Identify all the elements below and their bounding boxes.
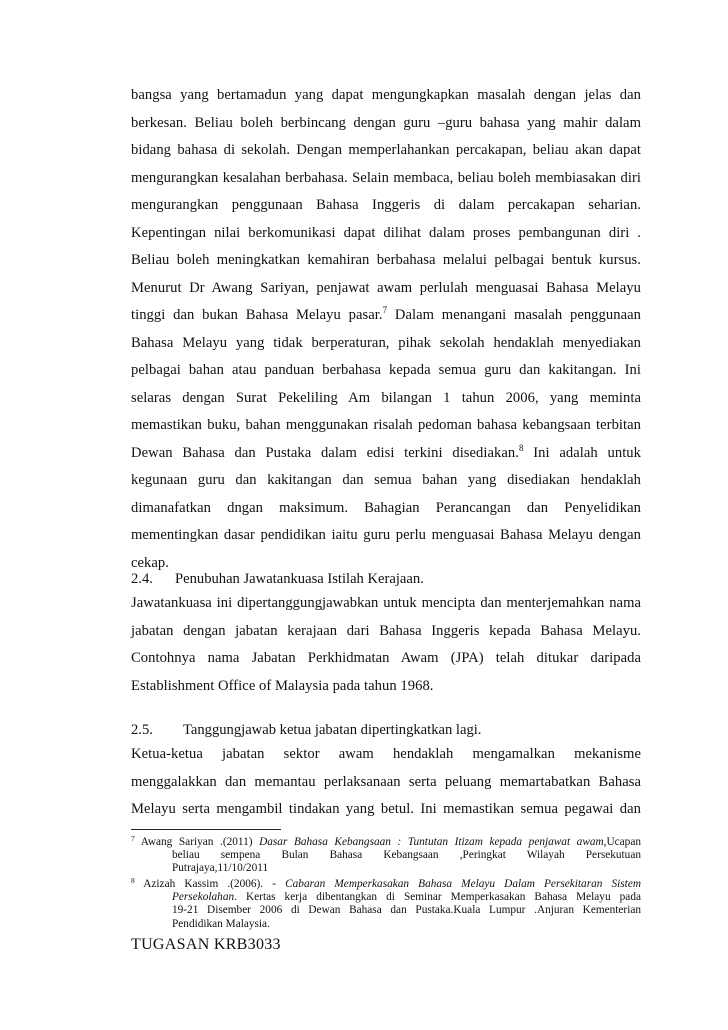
text-line: Ketua-ketua jabatan sektor awam hendaklah mengamalkan mekanisme xyxy=(131,746,641,762)
section-title: Tanggungjawab ketua jabatan dipertingkatkan lagi. xyxy=(183,722,482,738)
text-line: Beliau boleh meningkatkan kemahiran berbahasa melalui pelbagai bentuk kursus. xyxy=(131,252,641,268)
text-segment: Dewan Bahasa dan Pustaka dalam edisi terkini disediakan. xyxy=(131,444,519,461)
section-2-4-body xyxy=(131,590,641,700)
footnote-line: beliau sempena Bulan Bahasa Kebangsaan ,Peringkat Wilayah Persekutuan xyxy=(172,849,641,862)
text-line: mengurangkan kesalahan berbahasa. Selain membaca, beliau boleh membiasakan diri xyxy=(131,169,641,186)
text-segment: Dalam menangani masalah penggunaan xyxy=(387,307,641,323)
text-line: Kepentingan nilai berkomunikasi dapat dilihat dalam proses pembangunan diri . xyxy=(131,224,641,241)
footnote-ref-7: 7 xyxy=(382,305,388,315)
text-line: menggalakkan dan memantau perlaksanaan serta peluang memartabatkan Bahasa xyxy=(131,773,641,790)
text-line: Jawatankuasa ini dipertanggungjawabkan untuk mencipta dan menterjemahkan nama xyxy=(131,595,641,611)
section-number: 2.4. xyxy=(131,571,153,587)
footnote-line xyxy=(131,878,641,891)
footnote-line xyxy=(131,836,641,849)
section-title: Penubuhan Jawatankuasa Istilah Kerajaan. xyxy=(175,571,424,587)
footnote-line: Putrajaya,11/10/2011 xyxy=(172,862,269,875)
section-heading-2-5 xyxy=(131,720,481,740)
footnote-title: Cabaran Memperkasakan Bahasa Melayu Dalam Persekitaran Sistem xyxy=(285,878,641,890)
text-line: jabatan dengan jabatan kerajaan dari Bahasa Inggeris kepada Bahasa Melayu. xyxy=(131,622,641,639)
text-line: kegunaan guru dan kakitangan dan semua bahan yang disediakan hendaklah xyxy=(131,472,641,488)
text-line: bidang bahasa di sekolah. Dengan memperlahankan percakapan, beliau akan dapat xyxy=(131,142,641,158)
footnote-separator xyxy=(131,829,281,830)
text-line: pelbagai bahan atau panduan berbahasa kepada semua guru dan kakitangan. Ini xyxy=(131,362,641,378)
text-line: berkesan. Beliau boleh berbincang dengan guru –guru bahasa yang mahir dalam xyxy=(131,114,641,131)
text-line: mementingkan dasar pendidikan iaitu guru perlu menguasai Bahasa Melayu dengan xyxy=(131,527,641,543)
footnote-author: Azizah Kassim .(2006). - xyxy=(134,878,286,890)
text-line: Menurut Dr Awang Sariyan, penjawat awam perlulah menguasai Bahasa Melayu xyxy=(131,279,641,296)
text-line: Bahasa Melayu yang tidak berperaturan, pihak sekolah hendaklah menyediakan xyxy=(131,334,641,351)
footnote-7 xyxy=(131,836,641,876)
footnote-line xyxy=(131,891,641,904)
text-segment: Ini adalah untuk xyxy=(523,444,641,461)
text-line: Melayu serta mengambil tindakan yang betul. Ini memastikan semua pegawai dan xyxy=(131,801,641,817)
footnote-text: . Kertas kerja dibentangkan di Seminar Memperkasakan Bahasa Melayu pada xyxy=(234,891,641,904)
text-line: bangsa yang bertamadun yang dapat mengungkapkan masalah dengan jelas dan xyxy=(131,87,641,103)
paragraph-1 xyxy=(131,82,641,577)
text-line: cekap. xyxy=(131,554,169,571)
text-line: Contohnya nama Jabatan Perkhidmatan Awam (JPA) telah ditukar daripada xyxy=(131,650,641,666)
footnote-title: Dasar Bahasa Kebangsaan : Tuntutan Itizam kepada penjawat awam xyxy=(259,836,604,848)
text-line: selaras dengan Surat Pekeliling Am bilangan 1 tahun 2006, yang meminta xyxy=(131,389,641,406)
text-line: memastikan buku, bahan menggunakan risalah pedoman bahasa kebangsaan terbitan xyxy=(131,417,641,433)
text-line-with-footnote xyxy=(131,440,641,468)
footnote-title: Persekolahan xyxy=(172,891,235,904)
section-number: 2.5. xyxy=(131,722,153,738)
footnote-text: ,Ucapan xyxy=(603,836,641,848)
footnote-mark: 7 xyxy=(131,834,135,843)
footnote-mark: 8 xyxy=(131,876,135,885)
section-2-5-body xyxy=(131,741,641,824)
text-line: Establishment Office of Malaysia pada tahun 1968. xyxy=(131,677,434,694)
text-segment: tinggi dan bukan Bahasa Melayu pasar. xyxy=(131,307,383,323)
footnote-ref-8: 8 xyxy=(518,442,524,453)
page-footer: TUGASAN KRB3033 xyxy=(131,936,281,953)
footnote-author: Awang Sariyan .(2011) xyxy=(134,836,260,848)
text-line: dimanafatkan dngan maksimum. Bahagian Perancangan dan Penyelidikan xyxy=(131,499,641,516)
footnote-8 xyxy=(131,878,641,931)
footnote-line: 19-21 Disember 2006 di Dewan Bahasa dan Pustaka.Kuala Lumpur .Anjuran Kementerian xyxy=(172,904,641,917)
section-heading-2-4 xyxy=(131,569,424,589)
text-line-with-footnote xyxy=(131,302,641,330)
footnote-line: Pendidikan Malaysia. xyxy=(172,917,270,930)
text-line: mengurangkan penggunaan Bahasa Inggeris di dalam percakapan seharian. xyxy=(131,197,641,213)
